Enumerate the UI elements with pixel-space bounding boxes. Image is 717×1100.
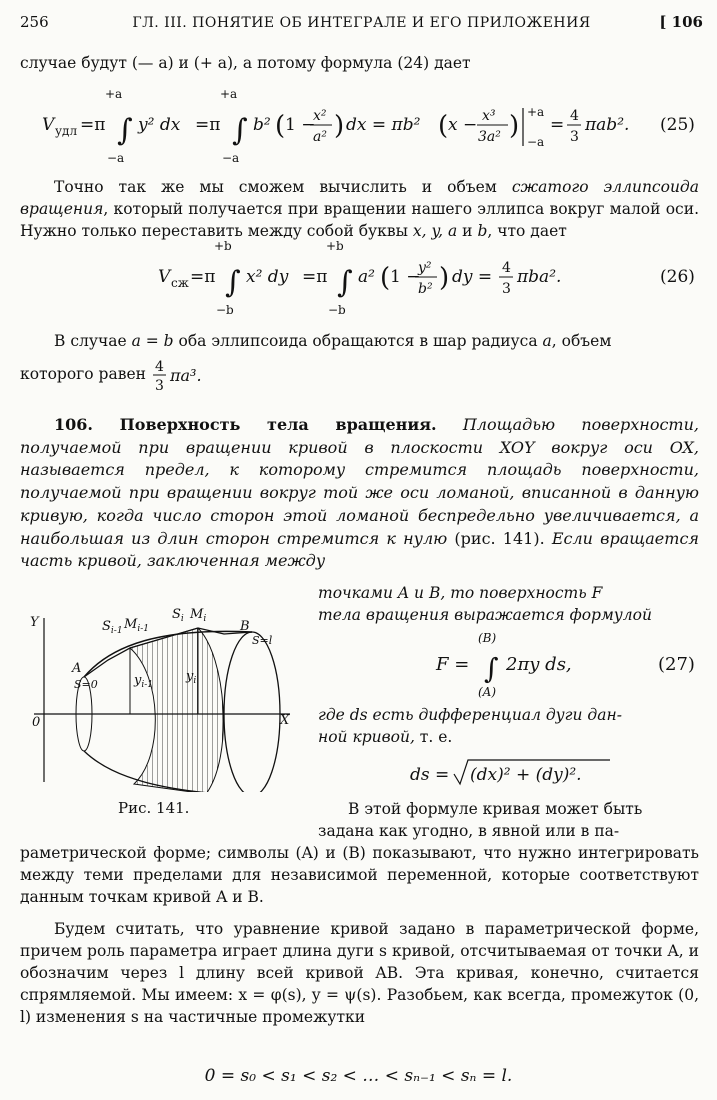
eq27-label: (27) [658, 654, 695, 675]
right-line-1: точками A и B, то поверхность F [318, 584, 603, 602]
eq25-mid: =π [195, 115, 221, 135]
p2-and: и [457, 222, 478, 240]
label-X: X [280, 713, 290, 728]
paragraph-formula-note: раметрической форме; символы (A) и (B) показывают, что нужно интегрировать между теми пределами для независимой переменной, которые соответствуют данным точкам кривой A и B. [20, 844, 699, 906]
sphere-volume-line [20, 357, 699, 397]
eq26-lower: −b [216, 303, 234, 317]
section-marker: [ 106 [659, 13, 703, 31]
p3-condition: a = b [131, 332, 174, 350]
eq25-x3: x³ [482, 108, 496, 124]
p2-letters: x, y, a [412, 222, 458, 240]
eq25-integral-1: ∫ [117, 113, 133, 148]
eq25-one-minus: 1 − [285, 115, 316, 135]
label-Y: Y [30, 615, 39, 630]
eq26-one-minus: 1 − [390, 267, 421, 287]
eq25-lower: −a [107, 151, 125, 165]
label-Mi: $M_i$ [190, 607, 207, 624]
eq25-eq: = [550, 115, 565, 135]
eq26-three: 3 [502, 281, 511, 297]
section-106-definition [20, 414, 699, 573]
eq25-x-term: x − [448, 115, 478, 135]
eq27-F: F = [436, 654, 470, 675]
eq26-upper-2: +b [326, 240, 344, 253]
eq25-paren2-open: ( [438, 111, 449, 141]
label-A: A [72, 661, 82, 676]
right-ellipse [224, 632, 280, 792]
eq25-label: (25) [660, 115, 695, 135]
eq26-mid: =π [302, 267, 328, 287]
eq26-lhs: V [158, 267, 171, 287]
eq25-3a2: 3a² [478, 129, 501, 145]
eq25-four: 4 [570, 108, 579, 124]
eq25-lhs: V [42, 115, 55, 135]
p3-radius: a [542, 332, 552, 350]
page-header [20, 12, 703, 38]
page-number: 256 [20, 13, 49, 31]
section-106-cont: Если вращается часть кривой, заключенная между [20, 528, 700, 571]
label-yi1: $y_{i-1}$ [134, 673, 154, 690]
label-Sl: S=l [252, 634, 273, 647]
section-106-ref: (рис. 141). [447, 528, 552, 548]
eq26-lower-2: −b [328, 303, 346, 317]
p2-letter-b: b [477, 222, 488, 240]
section-106-def: Площадью поверхности, получаемой при вращении кривой в плоскости XOY вокруг оси OX, называется предел, к которому стремится площадь поверхности, получаемой при вращении вокруг той же оси ломаной, вписанной в данную кривую, когда число сторон этой ломаной беспредельно увеличивается, а наибольшая из длин сторон стремится к нулю [20, 415, 699, 548]
eq27-upper: (B) [478, 631, 497, 645]
p2-text-2: , который получается при вращении нашего эллипса вокруг малой оси. Нужно только переставить между собой буквы [20, 200, 699, 240]
p4-line-1: В этой формуле кривая может быть [348, 800, 643, 818]
hatched-zone [130, 628, 223, 792]
label-Si1: $S_{i-1}$ [102, 619, 123, 636]
paragraph-sphere [20, 330, 699, 352]
eq25-b2: b² [253, 115, 271, 135]
section-106-title: 106. Поверхность тела вращения. [54, 415, 437, 434]
label-S0: S=0 [74, 678, 98, 691]
eq25-integral-2: ∫ [232, 113, 248, 148]
p4-line-2: задана как угодно, в явной или в па- [318, 822, 620, 840]
eq26-frac-num: y² [418, 260, 432, 276]
eq25-paren2-close: ) [509, 111, 520, 141]
eq26-integrand-1: x² dy [246, 267, 289, 287]
eq26-integral-2: ∫ [337, 265, 353, 300]
ds-lhs: ds = [410, 765, 450, 785]
p3-pia3: πa³. [169, 366, 202, 385]
label-B: B [240, 619, 250, 634]
eq25-integrand-2b: dx = πb² [346, 115, 421, 135]
label-yi: $y_i$ [186, 669, 197, 686]
right-line-2: тела вращения выражается формулой [318, 606, 652, 624]
p3-four: 4 [154, 359, 164, 375]
eq25-eq-pi: =π [80, 115, 106, 135]
eq26-frac-den: b² [418, 281, 433, 297]
ds-line-1: где ds есть дифференциал дуги дан- [318, 706, 622, 724]
equation-26 [20, 240, 699, 320]
ds-definition [318, 704, 700, 748]
eq26-dy: dy = [452, 267, 493, 287]
eq26-label: (26) [660, 267, 695, 287]
running-title: ГЛ. III. ПОНЯТИЕ ОБ ИНТЕГРАЛЕ И ЕГО ПРИЛОЖЕНИЯ [132, 15, 591, 31]
p2-text-1: Точно так же мы сможем вычислить и объем [54, 178, 512, 196]
eq25-lower-2: −a [222, 151, 240, 165]
eq25-integrand-1: y² dx [138, 115, 181, 135]
p3-three: 3 [154, 378, 164, 393]
paragraph-intro: случае будут (— a) и (+ a), а потому формула (24) дает [20, 54, 471, 72]
p3-text-1: В случае [54, 332, 132, 350]
paragraph-compressed-ellipsoid [20, 176, 699, 242]
ds-line-2b: т. е. [414, 728, 453, 746]
paragraph-formula-note-top [318, 798, 700, 842]
p3-text-2: оба эллипсоида обращаются в шар радиуса [173, 332, 543, 350]
label-Mi1: $M_{i-1}$ [124, 617, 149, 634]
eq25-paren-open: ( [275, 111, 286, 141]
figure-141 [22, 606, 298, 792]
eq25-paren-close: ) [334, 111, 345, 141]
eq25-result: πab². [585, 115, 630, 135]
eq25-eval-upper: +a [527, 105, 545, 119]
eq25-three: 3 [570, 129, 579, 145]
eq27-body: 2πy ds, [506, 654, 572, 675]
eq26-paren-close: ) [439, 263, 450, 293]
eq25-upper-2: +a [220, 88, 238, 101]
eq26-upper: +b [214, 240, 232, 253]
section-106-right-col [318, 582, 700, 626]
eq27-integral: ∫ [484, 652, 499, 685]
p2-term: сжатого эллипсоида вращения [20, 178, 699, 218]
equation-25 [20, 88, 699, 168]
eq27-lower: (A) [478, 685, 497, 699]
eq25-upper: +a [105, 88, 123, 101]
figure-caption: Рис. 141. [118, 799, 190, 817]
ds-formula [318, 756, 700, 790]
p3-text-4: которого равен [20, 365, 146, 383]
eq26-result: πba². [517, 267, 562, 287]
ds-sqrt-body: (dx)² + (dy)². [470, 765, 582, 785]
eq26-a2: a² [358, 267, 375, 287]
eq25-frac-num: x² [313, 108, 327, 124]
eq26-paren-open: ( [380, 263, 391, 293]
eq26-lhs-sub: сж [171, 276, 189, 290]
eq26-four: 4 [502, 260, 511, 276]
equation-27 [318, 630, 700, 700]
p3-text-3: , объем [551, 332, 612, 350]
eq25-eval-lower: −a [527, 135, 545, 149]
ds-line-2: ной кривой, [318, 728, 415, 746]
eq25-frac-den: a² [313, 129, 327, 145]
eq26-integral-1: ∫ [225, 265, 241, 300]
label-Si: $S_i$ [172, 607, 184, 624]
p2-text-3: , что дает [487, 222, 567, 240]
label-O: 0 [32, 715, 41, 730]
paragraph-parametric: Будем считать, что уравнение кривой задано в параметрической форме, причем роль параметра играет длина дуги s кривой, отсчитываемая от точки A, и обозначим через l длину всей кривой AB. Эта кривая, конечно, считается спрямляемой. Мы имеем: x = φ(s), y = ψ(s). Разобьем, как всегда, промежуток (0, l) изменения s на частичные промежутки [20, 920, 699, 1026]
eq26-eq-pi: =π [190, 267, 216, 287]
final-inequality: 0 = s₀ < s₁ < s₂ < … < sₙ₋₁ < sₙ = l. [204, 1066, 513, 1086]
eq25-lhs-sub: удл [55, 124, 78, 138]
